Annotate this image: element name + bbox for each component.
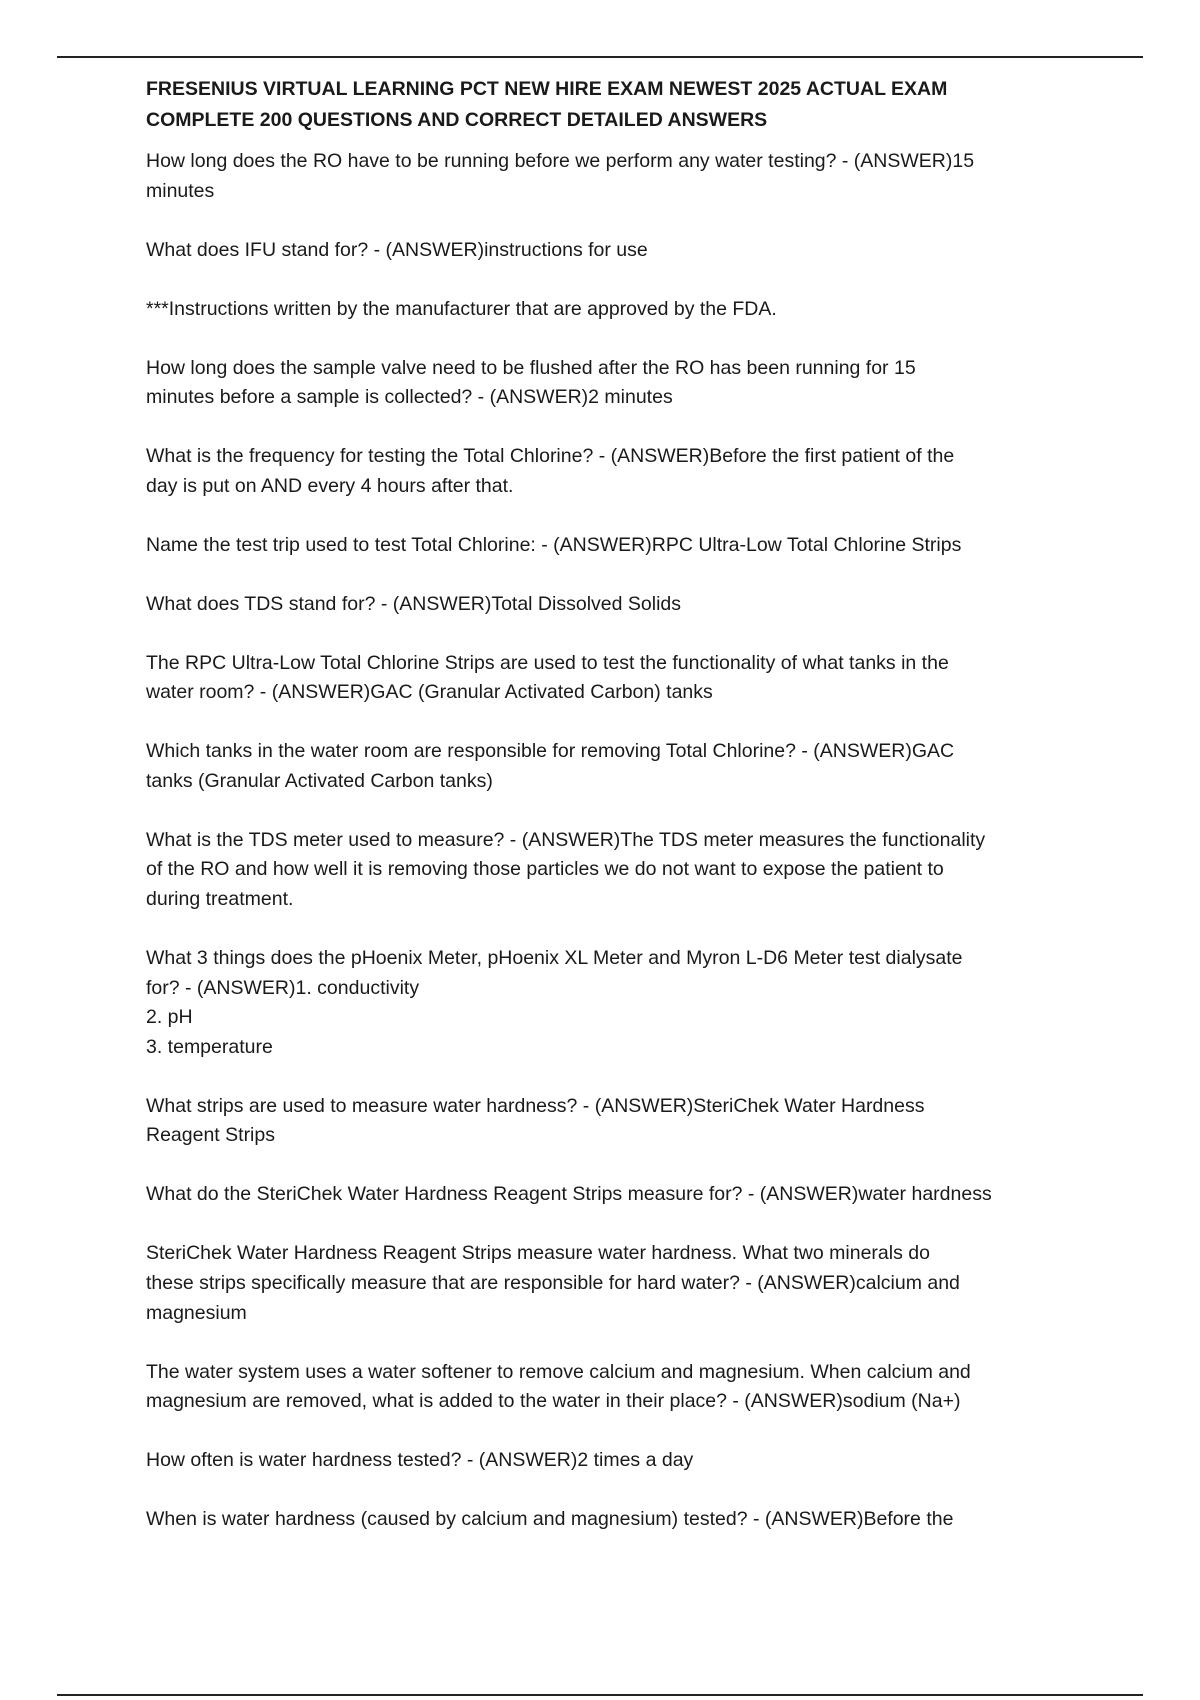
qa-entry-line: When is water hardness (caused by calcium and magnesium) tested? - (ANSWER)Before the — [146, 1508, 954, 1531]
qa-entry — [146, 1446, 1096, 1476]
qa-entry-line: What 3 things does the pHoenix Meter, pHoenix XL Meter and Myron L-D6 Meter test dialysate — [146, 947, 963, 969]
qa-entry-line: water room? - (ANSWER)GAC (Granular Activated Carbon) tanks — [146, 681, 713, 704]
qa-entry — [146, 826, 1096, 915]
qa-entry-line: What does IFU stand for? - (ANSWER)instructions for use — [146, 238, 648, 261]
qa-entry — [146, 1358, 1096, 1417]
qa-entry — [146, 1505, 1096, 1535]
qa-entry — [146, 147, 1096, 206]
qa-entry — [146, 1239, 1096, 1328]
qa-entry — [146, 295, 1096, 325]
qa-entry-line: The RPC Ultra-Low Total Chlorine Strips are used to test the functionality of what tanks in the — [146, 651, 949, 674]
qa-entry-line: of the RO and how well it is removing those particles we do not want to expose the patient to — [146, 858, 944, 881]
qa-entry-line: ***Instructions written by the manufacturer that are approved by the FDA. — [146, 297, 777, 320]
qa-entry-line: day is put on AND every 4 hours after that. — [146, 474, 514, 497]
qa-entry-line: What strips are used to measure water hardness? - (ANSWER)SteriChek Water Hardness — [146, 1094, 925, 1117]
document-title-line: COMPLETE 200 QUESTIONS AND CORRECT DETAILED ANSWERS — [146, 109, 768, 131]
document-body — [146, 74, 1096, 1535]
qa-entry — [146, 737, 1096, 796]
qa-entry-line: magnesium are removed, what is added to the water in their place? - (ANSWER)sodium (Na+) — [146, 1390, 961, 1413]
qa-entry-line: How long does the RO have to be running before we perform any water testing? - (ANSWER)15 — [146, 150, 975, 172]
qa-entry — [146, 590, 1096, 620]
question-answer-list — [146, 147, 1096, 1535]
qa-entry-line: these strips specifically measure that are responsible for hard water? - (ANSWER)calcium and — [146, 1271, 960, 1294]
qa-entry-line: 2. pH — [146, 1006, 193, 1029]
qa-entry — [146, 354, 1096, 413]
qa-entry-line: for? - (ANSWER)1. conductivity — [146, 976, 420, 999]
qa-entry-line: 3. temperature — [146, 1035, 273, 1058]
qa-entry-line: What does TDS stand for? - (ANSWER)Total Dissolved Solids — [146, 592, 681, 615]
qa-entry-line: magnesium — [146, 1301, 247, 1324]
qa-entry-line: tanks (Granular Activated Carbon tanks) — [146, 769, 493, 792]
qa-entry — [146, 236, 1096, 266]
document-title — [146, 74, 1096, 136]
qa-entry — [146, 1092, 1096, 1151]
qa-entry-line: What do the SteriChek Water Hardness Reagent Strips measure for? - (ANSWER)water hardness — [146, 1183, 992, 1206]
bottom-rule — [57, 1694, 1143, 1696]
qa-entry-line: minutes before a sample is collected? - (ANSWER)2 minutes — [146, 386, 673, 409]
document-title-line: FRESENIUS VIRTUAL LEARNING PCT NEW HIRE EXAM NEWEST 2025 ACTUAL EXAM — [146, 78, 948, 100]
qa-entry — [146, 1180, 1096, 1210]
qa-entry — [146, 531, 1096, 561]
qa-entry-line: minutes — [146, 179, 215, 202]
qa-entry-line: Which tanks in the water room are responsible for removing Total Chlorine? - (ANSWER)GAC — [146, 740, 955, 763]
qa-entry — [146, 442, 1096, 501]
qa-entry-line: Name the test trip used to test Total Chlorine: - (ANSWER)RPC Ultra-Low Total Chlorine Strips — [146, 533, 962, 556]
qa-entry-line: during treatment. — [146, 888, 294, 911]
qa-entry-line: What is the TDS meter used to measure? - (ANSWER)The TDS meter measures the functionality — [146, 828, 986, 851]
qa-entry-line: What is the frequency for testing the Total Chlorine? - (ANSWER)Before the first patient of the — [146, 445, 955, 468]
qa-entry-line: Reagent Strips — [146, 1124, 275, 1147]
qa-entry-line: The water system uses a water softener to remove calcium and magnesium. When calcium and — [146, 1360, 971, 1383]
top-rule — [57, 56, 1143, 58]
qa-entry-line: How long does the sample valve need to be flushed after the RO has been running for 15 — [146, 356, 916, 379]
qa-entry — [146, 649, 1096, 708]
qa-entry-line: How often is water hardness tested? - (ANSWER)2 times a day — [146, 1449, 694, 1472]
qa-entry — [146, 944, 1096, 1062]
qa-entry-line: SteriChek Water Hardness Reagent Strips measure water hardness. What two minerals do — [146, 1242, 930, 1265]
